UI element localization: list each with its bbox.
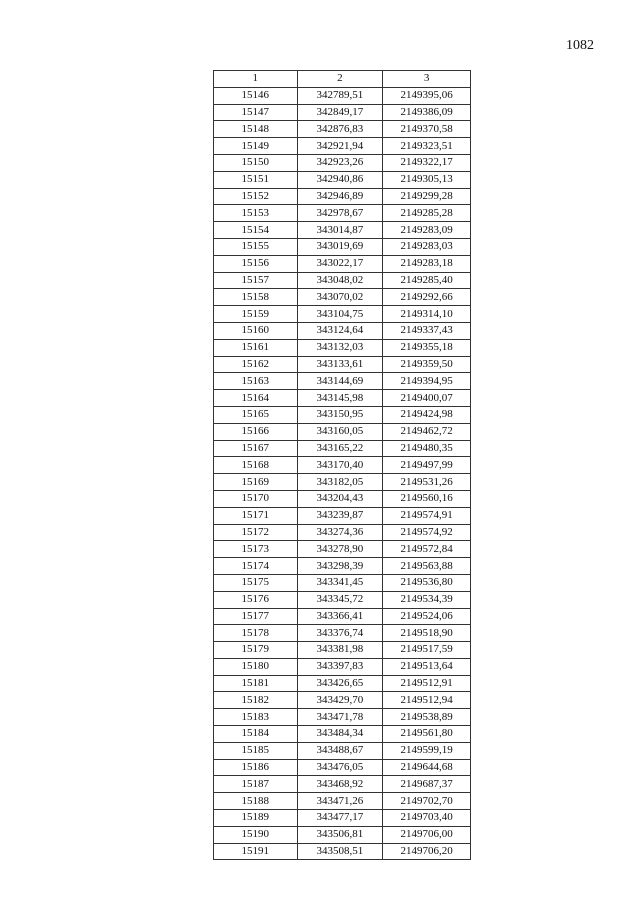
point-number-cell: 15191: [214, 843, 298, 860]
table-row: [214, 793, 471, 810]
y-coordinate-cell: 2149524,06: [383, 608, 471, 625]
table-row: [214, 238, 471, 255]
x-coordinate-cell: 343429,70: [297, 692, 383, 709]
y-coordinate-cell: 2149702,70: [383, 793, 471, 810]
y-coordinate-cell: 2149337,43: [383, 322, 471, 339]
point-number-cell: 15167: [214, 440, 298, 457]
table-row: [214, 843, 471, 860]
table-row: [214, 205, 471, 222]
point-number-cell: 15169: [214, 474, 298, 491]
y-coordinate-cell: 2149386,09: [383, 104, 471, 121]
y-coordinate-cell: 2149518,90: [383, 625, 471, 642]
x-coordinate-cell: 342978,67: [297, 205, 383, 222]
y-coordinate-cell: 2149400,07: [383, 390, 471, 407]
table-row: [214, 692, 471, 709]
table-row: [214, 726, 471, 743]
y-coordinate-cell: 2149512,91: [383, 675, 471, 692]
point-number-cell: 15173: [214, 541, 298, 558]
y-coordinate-cell: 2149538,89: [383, 709, 471, 726]
y-coordinate-cell: 2149560,16: [383, 490, 471, 507]
table-row: [214, 289, 471, 306]
table-row: [214, 709, 471, 726]
y-coordinate-cell: 2149561,80: [383, 726, 471, 743]
x-coordinate-cell: 343397,83: [297, 658, 383, 675]
table-row: [214, 423, 471, 440]
x-coordinate-cell: 343484,34: [297, 726, 383, 743]
table-row: [214, 406, 471, 423]
y-coordinate-cell: 2149285,28: [383, 205, 471, 222]
point-number-cell: 15181: [214, 675, 298, 692]
table-row: [214, 104, 471, 121]
y-coordinate-cell: 2149283,03: [383, 238, 471, 255]
x-coordinate-cell: 343471,78: [297, 709, 383, 726]
table-row: [214, 474, 471, 491]
x-coordinate-cell: 343124,64: [297, 322, 383, 339]
point-number-cell: 15155: [214, 238, 298, 255]
x-coordinate-cell: 343070,02: [297, 289, 383, 306]
y-coordinate-cell: 2149497,99: [383, 457, 471, 474]
point-number-cell: 15190: [214, 826, 298, 843]
x-coordinate-cell: 343345,72: [297, 591, 383, 608]
point-number-cell: 15177: [214, 608, 298, 625]
point-number-cell: 15153: [214, 205, 298, 222]
table-row: [214, 810, 471, 827]
x-coordinate-cell: 343477,17: [297, 810, 383, 827]
y-coordinate-cell: 2149574,92: [383, 524, 471, 541]
y-coordinate-cell: 2149599,19: [383, 742, 471, 759]
y-coordinate-cell: 2149517,59: [383, 642, 471, 659]
point-number-cell: 15152: [214, 188, 298, 205]
point-number-cell: 15168: [214, 457, 298, 474]
point-number-cell: 15176: [214, 591, 298, 608]
point-number-cell: 15180: [214, 658, 298, 675]
y-coordinate-cell: 2149687,37: [383, 776, 471, 793]
y-coordinate-cell: 2149572,84: [383, 541, 471, 558]
table-row: [214, 541, 471, 558]
column-header-1: 1: [214, 71, 298, 88]
table-row: [214, 675, 471, 692]
table-row: [214, 742, 471, 759]
y-coordinate-cell: 2149283,09: [383, 222, 471, 239]
y-coordinate-cell: 2149359,50: [383, 356, 471, 373]
point-number-cell: 15186: [214, 759, 298, 776]
x-coordinate-cell: 343278,90: [297, 541, 383, 558]
point-number-cell: 15184: [214, 726, 298, 743]
x-coordinate-cell: 343239,87: [297, 507, 383, 524]
point-number-cell: 15159: [214, 306, 298, 323]
table-row: [214, 138, 471, 155]
point-number-cell: 15156: [214, 255, 298, 272]
y-coordinate-cell: 2149323,51: [383, 138, 471, 155]
table-header: [214, 71, 471, 88]
x-coordinate-cell: 343366,41: [297, 608, 383, 625]
table-row: [214, 306, 471, 323]
point-number-cell: 15179: [214, 642, 298, 659]
point-number-cell: 15171: [214, 507, 298, 524]
point-number-cell: 15174: [214, 558, 298, 575]
table-row: [214, 188, 471, 205]
point-number-cell: 15175: [214, 574, 298, 591]
point-number-cell: 15188: [214, 793, 298, 810]
point-number-cell: 15187: [214, 776, 298, 793]
point-number-cell: 15170: [214, 490, 298, 507]
table-row: [214, 574, 471, 591]
y-coordinate-cell: 2149283,18: [383, 255, 471, 272]
x-coordinate-cell: 342921,94: [297, 138, 383, 155]
y-coordinate-cell: 2149513,64: [383, 658, 471, 675]
y-coordinate-cell: 2149512,94: [383, 692, 471, 709]
x-coordinate-cell: 342876,83: [297, 121, 383, 138]
y-coordinate-cell: 2149395,06: [383, 87, 471, 104]
x-coordinate-cell: 343132,03: [297, 339, 383, 356]
y-coordinate-cell: 2149305,13: [383, 171, 471, 188]
table-body: [214, 87, 471, 860]
x-coordinate-cell: 343019,69: [297, 238, 383, 255]
y-coordinate-cell: 2149285,40: [383, 272, 471, 289]
x-coordinate-cell: 343506,81: [297, 826, 383, 843]
point-number-cell: 15154: [214, 222, 298, 239]
point-number-cell: 15160: [214, 322, 298, 339]
y-coordinate-cell: 2149462,72: [383, 423, 471, 440]
y-coordinate-cell: 2149299,28: [383, 188, 471, 205]
table-row: [214, 625, 471, 642]
x-coordinate-cell: 342940,86: [297, 171, 383, 188]
table-row: [214, 339, 471, 356]
y-coordinate-cell: 2149531,26: [383, 474, 471, 491]
x-coordinate-cell: 343468,92: [297, 776, 383, 793]
point-number-cell: 15161: [214, 339, 298, 356]
point-number-cell: 15146: [214, 87, 298, 104]
table-row: [214, 608, 471, 625]
table-row: [214, 642, 471, 659]
table-row: [214, 759, 471, 776]
x-coordinate-cell: 343298,39: [297, 558, 383, 575]
x-coordinate-cell: 343204,43: [297, 490, 383, 507]
point-number-cell: 15147: [214, 104, 298, 121]
x-coordinate-cell: 343160,05: [297, 423, 383, 440]
table-row: [214, 121, 471, 138]
table-row: [214, 373, 471, 390]
x-coordinate-cell: 343145,98: [297, 390, 383, 407]
point-number-cell: 15178: [214, 625, 298, 642]
column-header-2: 2: [297, 71, 383, 88]
point-number-cell: 15151: [214, 171, 298, 188]
x-coordinate-cell: 343014,87: [297, 222, 383, 239]
table-row: [214, 457, 471, 474]
x-coordinate-cell: 343381,98: [297, 642, 383, 659]
table-row: [214, 440, 471, 457]
point-number-cell: 15185: [214, 742, 298, 759]
point-number-cell: 15157: [214, 272, 298, 289]
table-row: [214, 322, 471, 339]
x-coordinate-cell: 343144,69: [297, 373, 383, 390]
table-row: [214, 558, 471, 575]
table-row: [214, 658, 471, 675]
table-row: [214, 591, 471, 608]
point-number-cell: 15165: [214, 406, 298, 423]
x-coordinate-cell: 343426,65: [297, 675, 383, 692]
x-coordinate-cell: 343150,95: [297, 406, 383, 423]
y-coordinate-cell: 2149355,18: [383, 339, 471, 356]
table-row: [214, 154, 471, 171]
point-number-cell: 15148: [214, 121, 298, 138]
x-coordinate-cell: 343274,36: [297, 524, 383, 541]
y-coordinate-cell: 2149644,68: [383, 759, 471, 776]
y-coordinate-cell: 2149706,00: [383, 826, 471, 843]
point-number-cell: 15172: [214, 524, 298, 541]
y-coordinate-cell: 2149536,80: [383, 574, 471, 591]
table-row: [214, 356, 471, 373]
table-row: [214, 390, 471, 407]
x-coordinate-cell: 342789,51: [297, 87, 383, 104]
y-coordinate-cell: 2149534,39: [383, 591, 471, 608]
x-coordinate-cell: 343170,40: [297, 457, 383, 474]
table-row: [214, 255, 471, 272]
y-coordinate-cell: 2149703,40: [383, 810, 471, 827]
y-coordinate-cell: 2149322,17: [383, 154, 471, 171]
table-row: [214, 87, 471, 104]
table-row: [214, 171, 471, 188]
x-coordinate-cell: 343376,74: [297, 625, 383, 642]
point-number-cell: 15163: [214, 373, 298, 390]
y-coordinate-cell: 2149563,88: [383, 558, 471, 575]
y-coordinate-cell: 2149292,66: [383, 289, 471, 306]
point-number-cell: 15162: [214, 356, 298, 373]
table-row: [214, 776, 471, 793]
y-coordinate-cell: 2149480,35: [383, 440, 471, 457]
point-number-cell: 15158: [214, 289, 298, 306]
x-coordinate-cell: 343182,05: [297, 474, 383, 491]
table-row: [214, 826, 471, 843]
table-row: [214, 222, 471, 239]
table-row: [214, 524, 471, 541]
point-number-cell: 15164: [214, 390, 298, 407]
y-coordinate-cell: 2149424,98: [383, 406, 471, 423]
x-coordinate-cell: 342849,17: [297, 104, 383, 121]
x-coordinate-cell: 343022,17: [297, 255, 383, 272]
x-coordinate-cell: 343165,22: [297, 440, 383, 457]
y-coordinate-cell: 2149706,20: [383, 843, 471, 860]
page-number: 1082: [566, 38, 594, 53]
x-coordinate-cell: 342923,26: [297, 154, 383, 171]
point-number-cell: 15182: [214, 692, 298, 709]
table-row: [214, 272, 471, 289]
x-coordinate-cell: 342946,89: [297, 188, 383, 205]
y-coordinate-cell: 2149370,58: [383, 121, 471, 138]
table-row: [214, 490, 471, 507]
coordinates-table: [213, 70, 471, 860]
x-coordinate-cell: 343471,26: [297, 793, 383, 810]
x-coordinate-cell: 343133,61: [297, 356, 383, 373]
point-number-cell: 15150: [214, 154, 298, 171]
point-number-cell: 15183: [214, 709, 298, 726]
point-number-cell: 15149: [214, 138, 298, 155]
point-number-cell: 15189: [214, 810, 298, 827]
x-coordinate-cell: 343508,51: [297, 843, 383, 860]
x-coordinate-cell: 343488,67: [297, 742, 383, 759]
y-coordinate-cell: 2149394,95: [383, 373, 471, 390]
x-coordinate-cell: 343341,45: [297, 574, 383, 591]
x-coordinate-cell: 343104,75: [297, 306, 383, 323]
y-coordinate-cell: 2149574,91: [383, 507, 471, 524]
header-row: [214, 71, 471, 88]
column-header-3: 3: [383, 71, 471, 88]
x-coordinate-cell: 343048,02: [297, 272, 383, 289]
x-coordinate-cell: 343476,05: [297, 759, 383, 776]
y-coordinate-cell: 2149314,10: [383, 306, 471, 323]
table-row: [214, 507, 471, 524]
point-number-cell: 15166: [214, 423, 298, 440]
